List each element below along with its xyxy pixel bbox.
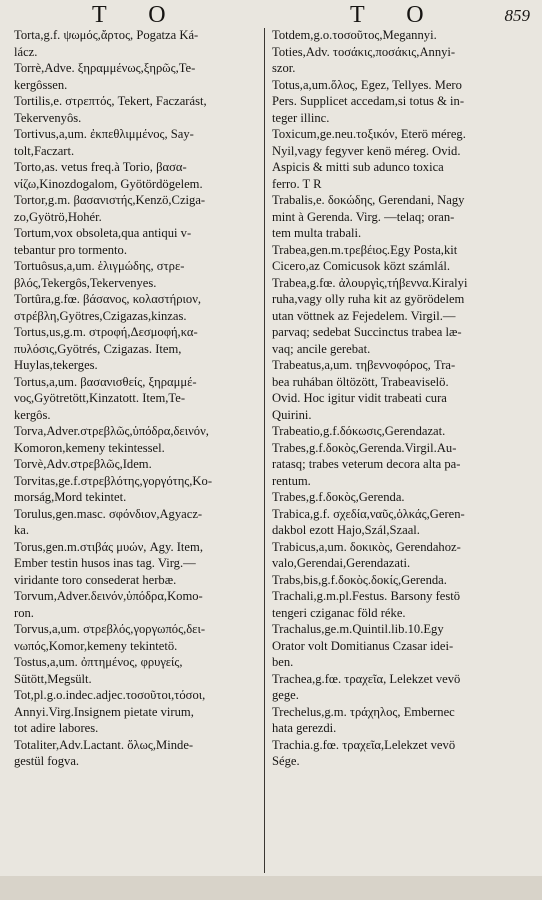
dictionary-line: Torva,Adver.στρεβλῶς,ὑπόδρα,δεινόν, xyxy=(14,424,209,438)
dictionary-line: Torus,gen.m.στιβάς μυών, Agy. Item, xyxy=(14,539,203,554)
dictionary-line: Torulus,gen.masc. σφόνδιον,Agyacz- xyxy=(14,506,203,521)
dictionary-line: νίζω,Kinozdogalom, Gyötördögelem. xyxy=(14,176,203,191)
dictionary-line: Orator volt Domitianus Czasar idei- xyxy=(272,638,454,653)
dictionary-line: Tortus,us,g.m. στροφή,Δεσμοφή,κα- xyxy=(14,325,198,339)
dictionary-line: gestül fogva. xyxy=(14,754,80,768)
dictionary-line: tebantur pro tormento. xyxy=(14,242,127,257)
dictionary-line: Trabea,g.fœ. ἀλουργὶς,τήβεννα.Kiralyi xyxy=(272,275,468,290)
dictionary-line: Quirini. xyxy=(272,407,312,422)
dictionary-line: νωπός,Komor,kemeny tekintetö. xyxy=(14,638,178,653)
dictionary-line: zo,Gyötrö,Hohér. xyxy=(14,209,102,224)
dictionary-line: Ovid. Hoc igitur vidit trabeati cura xyxy=(272,391,447,405)
dictionary-line: Tortûra,g.fœ. βάσανος, κολαστήριον, xyxy=(14,292,202,306)
dictionary-line: bea ruhában öltözött, Trabeaviselö. xyxy=(272,374,449,389)
dictionary-line: kergôs. xyxy=(14,407,51,422)
dictionary-line: tolt,Faczart. xyxy=(14,143,75,158)
dictionary-line: Tostus,a,um. ὀπτημένος, φρυγείς, xyxy=(14,655,183,669)
dictionary-line: Trabeatus,a,um. τηβεννοφόρος, Tra- xyxy=(272,358,456,372)
dictionary-line: Aspicis & mitti sub adunco toxica xyxy=(272,160,444,174)
dictionary-line: teger illinc. xyxy=(272,110,330,125)
dictionary-line: vaq; ancile gerebat. xyxy=(272,341,371,356)
dictionary-line: στρέβλη,Gyötres,Czigazas,kinzas. xyxy=(14,308,187,323)
dictionary-line: Trachia.g.fœ. τραχεῖα,Lelekzet vevö xyxy=(272,737,456,752)
dictionary-line: Torta,g.f. ψωμός,ἄρτος, Pogatza Ká- xyxy=(14,28,199,42)
dictionary-line: mint à Gerenda. Virg. —telaq; oran- xyxy=(272,209,455,224)
dictionary-line: Sége. xyxy=(272,754,300,768)
dictionary-line: ben. xyxy=(272,655,294,669)
dictionary-line: Annyi.Virg.Insignem pietate virum, xyxy=(14,704,194,719)
dictionary-line: Torvum,Adver.δεινόν,ὑπόδρα,Komo- xyxy=(14,589,203,603)
dictionary-line: ratasq; trabes veterum decora alta pa- xyxy=(272,457,461,471)
right-column-letters: T O xyxy=(350,2,442,28)
page-number: 859 xyxy=(504,6,530,25)
column-divider xyxy=(264,28,265,873)
dictionary-line: Cicero,az Comicusok közt számlál. xyxy=(272,259,451,273)
dictionary-line: Ember testin husos inas tag. Virg.— xyxy=(14,556,196,570)
dictionary-line: Tortuôsus,a,um. ἑλιγμώδης, στρε- xyxy=(14,259,185,273)
dictionary-line: Trabeatio,g.f.δόκωσις,Gerendazat. xyxy=(272,424,446,438)
dictionary-line: Trachea,g.fœ. τραχεῖα, Lelekzet vevö xyxy=(272,671,461,686)
dictionary-line: tengeri cziganac föld réke. xyxy=(272,605,406,620)
dictionary-line: parvaq; sedebat Succinctus trabea læ- xyxy=(272,325,462,339)
dictionary-line: Pers. Supplicet accedam,si totus & in- xyxy=(272,94,465,108)
dictionary-line: Trabes,g.f.δοκὸς,Gerenda. xyxy=(272,490,405,504)
dictionary-line: lácz. xyxy=(14,44,38,59)
dictionary-line: tot adire labores. xyxy=(14,721,99,735)
dictionary-line: Trabalis,e. δοκώδης, Gerendani, Nagy xyxy=(272,193,465,207)
dictionary-line: Trechelus,g.m. τράχηλος, Embernec xyxy=(272,704,455,719)
left-column xyxy=(14,27,260,770)
dictionary-line: kergôssen. xyxy=(14,77,68,92)
dictionary-line: νος,Gyötretött,Kinzatott. Item,Te- xyxy=(14,391,186,405)
dictionary-line: Torvè,Adv.στρεβλῶς,Idem. xyxy=(14,457,152,471)
dictionary-line: Trabs,bis,g.f.δοκὸς.δοκίς,Gerenda. xyxy=(272,572,447,587)
dictionary-line: viridante toro consederat herbæ. xyxy=(14,572,177,587)
dictionary-line: ferro. T R xyxy=(272,176,322,191)
dictionary-line: Tortilis,e. στρεπτός, Tekert, Faczarást, xyxy=(14,94,207,108)
dictionary-line: Torrè,Adve. ξηραμμένως,ξηρῶς,Te- xyxy=(14,61,196,75)
dictionary-line: Tekervenyôs. xyxy=(14,110,82,125)
dictionary-line: morság,Mord tekintet. xyxy=(14,490,127,504)
left-column-letters: T O xyxy=(92,2,184,28)
dictionary-line: Trabica,g.f. σχεδία,ναῦς,ὁλκάς,Geren- xyxy=(272,506,465,521)
dictionary-line: Tot,pl.g.o.indec.adjec.τοσοῦτοι,τόσοι, xyxy=(14,688,206,702)
dictionary-line: Totdem,g.o.τοσοῦτος,Megannyi. xyxy=(272,28,437,42)
dictionary-line: dakbol ezott Hajo,Szál,Szaal. xyxy=(272,523,420,537)
dictionary-line: szor. xyxy=(272,61,296,75)
dictionary-line: ka. xyxy=(14,523,30,537)
running-head xyxy=(0,2,542,28)
dictionary-line: ruha,vagy olly ruha kit az györödelem xyxy=(272,292,465,306)
dictionary-line: Toxicum,ge.neu.τοξικόν, Eterö méreg. xyxy=(272,127,466,141)
dictionary-line: Nyil,vagy fegyver kenö méreg. Ovid. xyxy=(272,143,461,158)
scan-bottom-edge xyxy=(0,876,542,900)
dictionary-line: Huylas,tekerges. xyxy=(14,358,98,372)
dictionary-line: Toties,Adv. τοσάκις,ποσάκις,Annyi- xyxy=(272,44,456,59)
dictionary-line: Trabea,gen.m.τρεβέιος.Egy Posta,kit xyxy=(272,242,458,257)
dictionary-line: gege. xyxy=(272,688,299,702)
dictionary-line: πυλόσις,Gyötrés, Czigazas. Item, xyxy=(14,341,182,356)
dictionary-line: Trabes,g.f.δοκὸς,Gerenda.Virgil.Au- xyxy=(272,440,457,455)
dictionary-line: Trachalus,ge.m.Quintil.lib.10.Egy xyxy=(272,622,444,636)
dictionary-line: Sütött,Megsült. xyxy=(14,671,92,686)
right-column xyxy=(272,27,532,770)
dictionary-line: Torvitas,ge.f.στρεβλότης,γοργότης,Ko- xyxy=(14,473,213,488)
dictionary-line: Tortor,g.m. βασανιστής,Kenzö,Cziga- xyxy=(14,193,206,207)
dictionary-line: Totaliter,Adv.Lactant. ὅλως,Minde- xyxy=(14,737,194,752)
dictionary-line: Tortum,vox obsoleta,qua antiqui v- xyxy=(14,226,192,240)
dictionary-line: hata gerezdi. xyxy=(272,721,337,735)
dictionary-line: tem multa trabali. xyxy=(272,226,362,240)
dictionary-line: Torto,as. vetus freq.à Torio, βασα- xyxy=(14,160,187,174)
dictionary-line: rentum. xyxy=(272,473,311,488)
dictionary-line: βλός,Tekergôs,Tekervenyes. xyxy=(14,275,157,290)
dictionary-line: utan vöttnek az Fejedelem. Virgil.— xyxy=(272,308,456,323)
dictionary-line: valo,Gerendai,Gerendazati. xyxy=(272,556,411,570)
dictionary-line: Trabicus,a,um. δοκικὸς, Gerendahoz- xyxy=(272,539,461,554)
dictionary-line: ron. xyxy=(14,605,34,620)
dictionary-line: Komoron,kemeny tekintessel. xyxy=(14,440,165,455)
dictionary-line: Tortus,a,um. βασανισθείς, ξηραμμέ- xyxy=(14,374,197,389)
dictionary-line: Trachali,g.m.pl.Festus. Barsony festö xyxy=(272,589,461,603)
dictionary-line: Tortivus,a,um. ἐκπεθλιμμένος, Say- xyxy=(14,127,194,141)
dictionary-line: Totus,a,um.ὅλος, Egez, Tellyes. Mero xyxy=(272,77,462,92)
dictionary-line: Torvus,a,um. στρεβλός,γοργωπός,δει- xyxy=(14,622,206,636)
